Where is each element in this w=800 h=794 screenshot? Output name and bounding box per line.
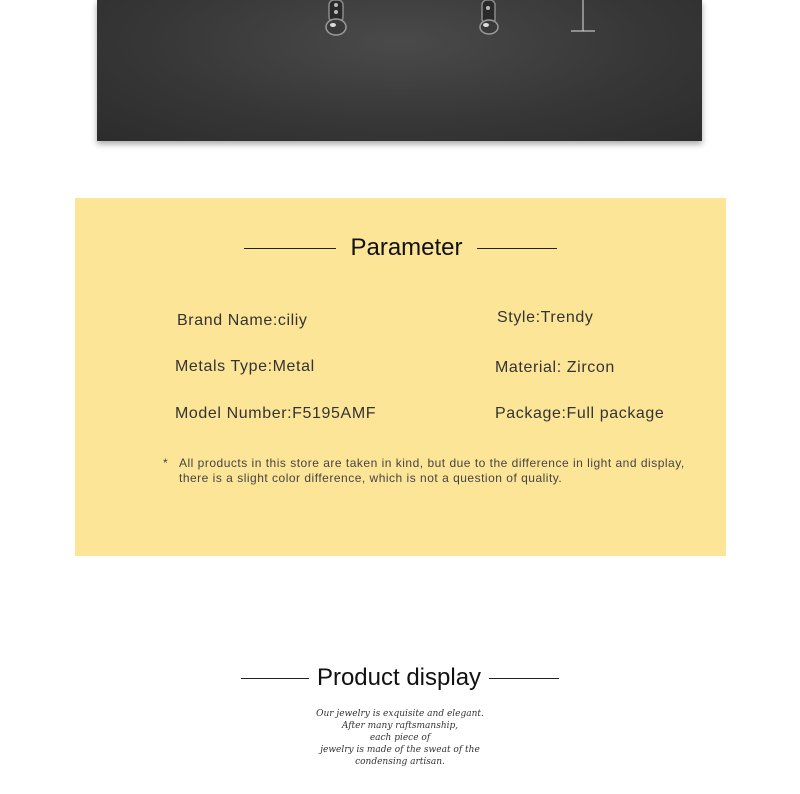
- parameter-panel: [75, 198, 726, 556]
- display-rule-left: [241, 678, 309, 679]
- spec-package: Package:Full package: [495, 405, 665, 422]
- spec-brand: Brand Name:ciliy: [177, 312, 308, 329]
- size-marker: [571, 0, 595, 31]
- tagline-line: jewelry is made of the sweat of the: [320, 745, 480, 755]
- product-tagline: [0, 708, 800, 768]
- earring-stem-left: [326, 0, 346, 35]
- disclaimer-text: All products in this store are taken in kind, but due to the difference in light and display, there is a slight color difference, which is not a question of quality.: [179, 456, 685, 485]
- spec-metals: Metals Type:Metal: [175, 358, 315, 375]
- tagline-line: each piece of: [369, 733, 431, 743]
- spec-model: Model Number:F5195AMF: [175, 405, 377, 422]
- tagline-line: After many raftsmanship,: [341, 721, 459, 731]
- asterisk: *: [163, 456, 169, 470]
- spec-material: Material: Zircon: [495, 359, 615, 376]
- product-display-title: Product display: [316, 664, 482, 691]
- heading-rule-right: [477, 248, 557, 249]
- product-display-heading: [0, 664, 800, 692]
- spec-style: Style:Trendy: [497, 309, 594, 326]
- tagline-line: Our jewelry is exquisite and elegant.: [316, 709, 484, 719]
- parameter-heading: [75, 234, 726, 262]
- tagline-line: condensing artisan.: [355, 757, 445, 767]
- parameter-title: Parameter: [350, 234, 463, 261]
- earring-illustration: [97, 0, 702, 141]
- product-photo: [97, 0, 702, 141]
- earring-stem-right: [480, 0, 498, 34]
- display-rule-right: [489, 678, 559, 679]
- color-disclaimer: [163, 456, 693, 485]
- heading-rule-left: [244, 248, 336, 249]
